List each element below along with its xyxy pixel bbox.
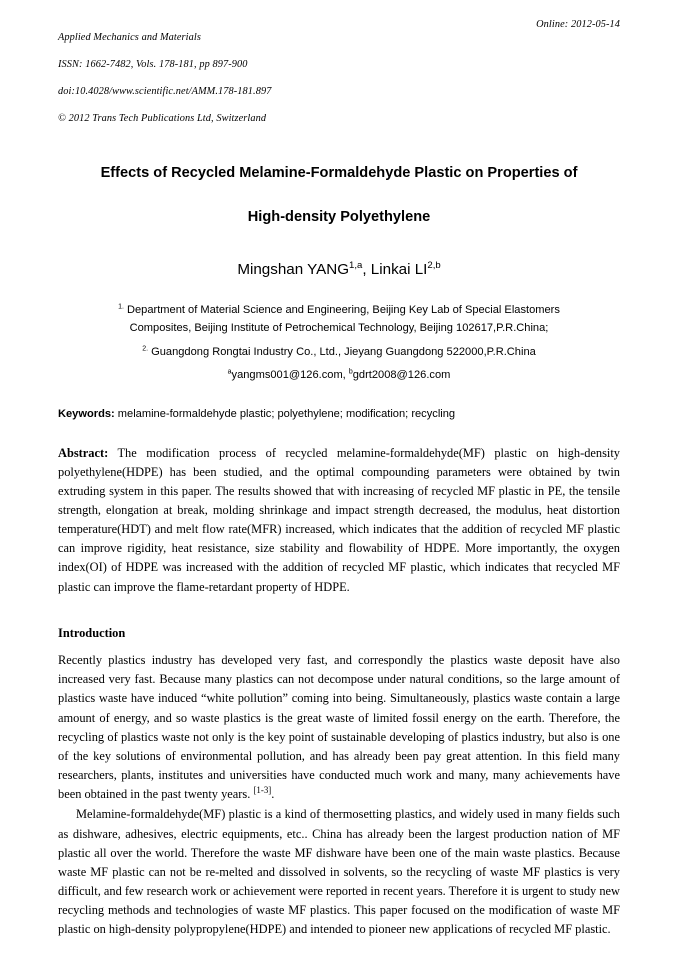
journal-info-block <box>58 18 271 138</box>
email-b-marker: b <box>348 368 353 376</box>
author-1-affiliation-marker: 1,a <box>349 260 363 272</box>
affiliation-2-line <box>58 344 620 362</box>
affiliation-1-marker: 1. <box>118 303 124 311</box>
email-a-marker: a <box>227 368 232 376</box>
affiliation-1-line-2: Composites, Beijing Institute of Petrochemical Technology, Beijing 102617,P.R.China; <box>129 322 549 335</box>
abstract-text: The modification process of recycled melamine-formaldehyde(MF) plastic on high-density polyethylene(HDPE) has been studied, and the optimal compounding parameters were obtained by twin extruding system in this paper. The results showed that with increasing of recycled MF plastic in PE, the tensile strength, elongation at break, molding shrinkage and impact strength decreased, the modulus, heat distortion temperature(HDT) and melt flow rate(MFR) increased, which indicates that the addition of recycled MF plastic can improve rigidity, heat resistance, size stability and flowability of HDPE. More importantly, the oxygen index(OI) of HDPE was increased with the addition of recycled MF plastic, which indicates that recycled MF plastic can improve the flame-retardant property of HDPE. <box>58 445 620 594</box>
journal-title: Applied Mechanics and Materials <box>58 32 201 44</box>
affiliation-list <box>58 302 620 362</box>
journal-copyright-line: © 2012 Trans Tech Publications Ltd, Switzerland <box>58 112 267 124</box>
introduction-paragraph-2: Melamine-formaldehyde(MF) plastic is a kind of thermosetting plastics, and widely used in many fields such as dishware, adhesives, electric equipments, etc.. China has already been the largest production nation of MF plastic all over the world. Therefore the waste MF dishware have been one of the main waste plastics. Because waste MF plastic can not be re-melted and dissolved in solvents, so the recycling of waste MF plastics is very difficult, and few research work or achievement were reported in recent years. Therefore it is urgent to study new recycling methods and technologies of waste MF plastics. This paper focused on the modification of waste MF plastic on high-density polypropylene(HDPE) and intended to pioneer new applications of recycled MF plastic. <box>58 807 620 937</box>
introduction-paragraph-1-text: Recently plastics industry has developed very fast, and correspondly the plastics waste deposit have also increased very fast. Because many plastics can not decompose under natural conditions, so the large amount of plastics waste have induced “white pollution” coming into being. Simultaneously, plastics waste contain a large amount of energy, and so waste plastics is the great waste of limited fossil energy on the earth. Therefore, the recycling of plastics waste not only is the key point of sustainable developing of plastics industry, but also is one of the key solutions of environmental pollution, and has already been pay great attention. In this field many researchers, plants, institutes and universities have conducted much work and many, many achievements have been obtained in the past twenty years. <box>58 653 620 802</box>
citation-reference-1-3[interactable]: [1-3] <box>253 785 272 796</box>
author-emails <box>58 369 620 381</box>
author-2-name: Linkai LI <box>370 261 428 279</box>
affiliation-1-line-1 <box>58 302 620 320</box>
affiliation-1-text-line-1: Department of Material Science and Engineering, Beijing Key Lab of Special Elastomers <box>123 304 560 317</box>
abstract-label: Abstract: <box>58 445 109 460</box>
keywords-label: Keywords: <box>58 407 115 420</box>
abstract-paragraph <box>58 444 620 597</box>
affiliation-2-text: Guangdong Rongtai Industry Co., Ltd., Jieyang Guangdong 522000,P.R.China <box>148 346 536 358</box>
page-masthead <box>58 18 620 138</box>
keywords-value: melamine-formaldehyde plastic; polyethylene; modification; recycling <box>114 407 456 420</box>
title-line-2: High-density Polyethylene <box>247 209 431 226</box>
page-title <box>58 164 620 227</box>
email-a-address[interactable]: yangms001@126.com, <box>231 368 349 381</box>
keywords-line <box>58 407 620 423</box>
author-1-name: Mingshan YANG <box>237 261 350 279</box>
introduction-paragraph-1-tail: . <box>271 787 275 802</box>
author-2-affiliation-marker: 2,b <box>427 260 441 272</box>
title-line-1: Effects of Recycled Melamine-Formaldehyde Plastic on Properties of <box>100 165 578 182</box>
introduction-paragraph-1 <box>58 651 620 804</box>
author-separator: , <box>362 261 371 279</box>
email-b-address[interactable]: gdrt2008@126.com <box>352 368 451 381</box>
affiliation-2-marker: 2. <box>142 345 149 353</box>
author-list <box>58 260 620 280</box>
section-heading-introduction: Introduction <box>58 625 126 640</box>
journal-issn-line: ISSN: 1662-7482, Vols. 178-181, pp 897-900 <box>58 59 248 71</box>
journal-doi-line: doi:10.4028/www.scientific.net/AMM.178-181.897 <box>58 85 272 97</box>
online-publication-date: Online: 2012-05-14 <box>536 19 620 30</box>
